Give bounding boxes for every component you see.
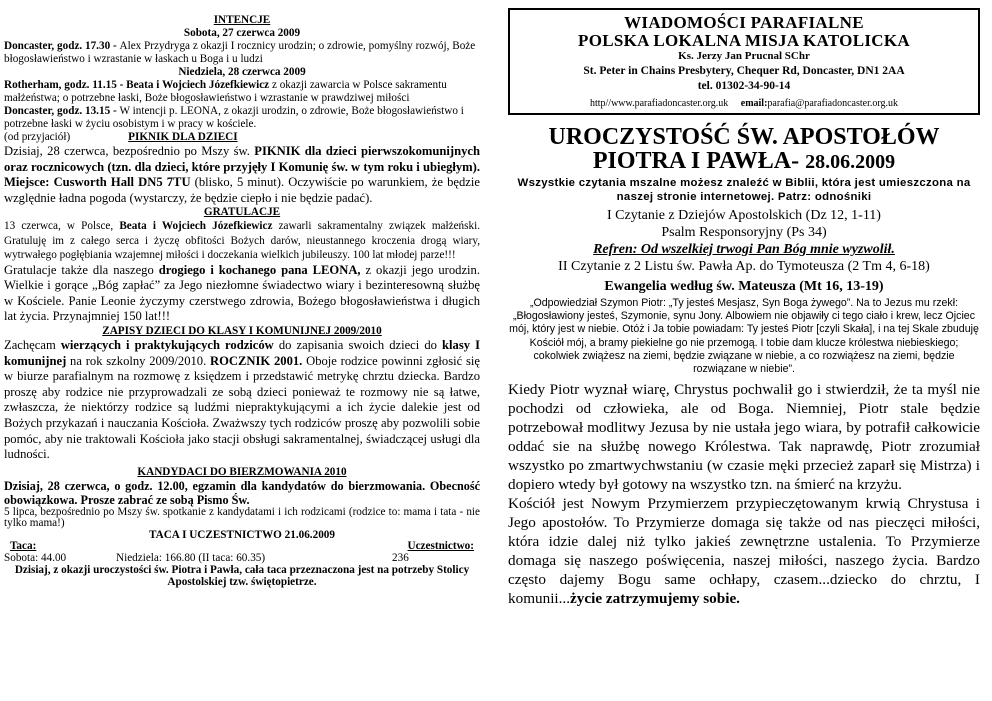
priest-name: Ks. Jerzy Jan Prucnal SChr bbox=[678, 50, 810, 62]
taca-saturday: Sobota: 44.00 bbox=[4, 551, 67, 564]
zapisy-title: ZAPISY DZIECI DO KLASY I KOMUNIJNEJ 2009/2010 bbox=[102, 324, 382, 337]
reflection-paragraph-2: Kościół jest Nowym Przymierzem przypieczętowanym krwią Chrystusa i Jego apostołów. To Przymierze domaga się także od nas pieczęci miłości, która idzie dalej niż tylko jakieś zewnętrzne ustalenia. To Przymierze domaga się naszego poświęcenia, naszej miłości, naszego życia. Bardzo często dajemy Bogu same ochłapy, czasem...dziecko do chrztu, I komunii...życie zatrzymujemy sobie. bbox=[508, 495, 980, 608]
kandydaci-exam: Dzisiaj, 28 czerwca, o godz. 12.00, egzamin dla kandydatów do bierzmowania. Obecność obowiązkowa. Prosze zabrać ze sobą Pismo Św. bbox=[4, 478, 480, 507]
taca-label: Taca: bbox=[10, 540, 37, 553]
taca-sunday: Niedziela: 166.80 (II taca: 60.35) bbox=[116, 551, 266, 564]
website-link[interactable]: http//www.parafiadoncaster.org.uk bbox=[589, 98, 729, 109]
email-label: email: bbox=[740, 98, 768, 109]
intencje-day-sunday: Niedziela, 28 czerwca 2009 bbox=[178, 66, 306, 78]
kandydaci-title: KANDYDACI DO BIERZMOWANIA 2010 bbox=[137, 465, 347, 478]
piknik-text: Dzisiaj, 28 czerwca, bezpośrednio po Mszy św. PIKNIK dla dzieci pierwszokomunijnych oraz rocznicowych (tzn. dla dzieci, które przyjęły I Komunię św. w tym roku i ubiegłym). Miejsce: Cusworth Hall DN5 7TU (blisko, 5 minut). Oczywiście po warunkiem, że będzie względnie ładna pogoda (wystarczy, że będzie ciepło i nie będzie padać). bbox=[4, 144, 481, 205]
uczestnictwo-label: Uczestnictwo: bbox=[407, 540, 474, 553]
intencje-entry-3: Doncaster, godz. 13.15 - W intencji p. LEONA, z okazji urodzin, o zdrowie, Boże błogosławieństwo i potrzebne łaski w życiu osobistym i w pracy w kościele. bbox=[4, 105, 464, 130]
gratulacje-text-1: 13 czerwca, w Polsce, Beata i Wojciech Józefkiewicz zawarli sakramentalny związek małżeński. Gratuluję im z całego serca i życzę obfitości Bożych darów, nieustannego kroczenia drogą wiary, wytrwałego pogłębiania wzajemnej miłości i doczekania wielkich jubileuszy. 100 lat młodej parze!!! bbox=[4, 220, 480, 262]
second-reading: II Czytanie z 2 Listu św. Pawła Ap. do Tymoteusza (2 Tm 4, 6-18) bbox=[558, 259, 930, 274]
left-column bbox=[4, 14, 480, 588]
taca-footer: Dzisiaj, z okazji uroczystości św. Piotra i Pawła, cała taca przeznaczona jest na potrzeby Stolicy Apostolskiej tzw. świętopietrze. bbox=[14, 564, 470, 589]
piknik-heading-row bbox=[4, 131, 480, 144]
readings-note: Wszystkie czytania mszalne możesz znaleźć w Biblii, która jest umieszczona na naszej stronie internetowej. Patrz: odnośniki bbox=[517, 177, 971, 203]
parish-contacts bbox=[516, 97, 972, 110]
gratulacje-title: GRATULACJE bbox=[203, 206, 281, 219]
zapisy-text: Zachęcam wierzących i praktykujących rodziców do zapisania swoich dzieci do klasy I komunijnej na rok szkolny 2009/2010. ROCZNIK 2001. Oboje rodzice powinni zgłosić się w biurze parafialnym na rozmowę z księdzem i przedstawić metrykę chrztu dziecka. Bardzo proszę aby rodzice nie przyprowadzali ze sobą dzieci ponieważ te rozmowy nie są łatwe, zwłaszcza, że niektórzy rodzice są ludźmi niepraktykującymi a ich życie dalekie jest od Bożych przykazań i nauczania Kościoła. Zważwszy tych rodziców proszę aby pozwolili sobie pomóc, aby nie traktowali Kościoła jako stacji obsługi sakramentalnej, świadczącej usługi dla ludności. bbox=[4, 337, 480, 462]
intencje-entry-1: Doncaster, godz. 17.30 - Alex Przydryga z okazji I rocznicy urodzin; o zdrowie, pomyślny rozwój, Boże błogosławieństwo i wzrastanie w łaskach u Boga i u ludzi bbox=[4, 40, 476, 65]
taca-title: TACA I UCZESTNICTWO 21.06.2009 bbox=[149, 528, 335, 541]
reflection-paragraph-1: Kiedy Piotr wyznał wiarę, Chrystus pochwalił go i stwierdził, że ta myśl nie pochodzi od człowieka, ale od Boga. Niemniej, Piotr stale będzie potrzebował modlitwy Jezusa by nie ustała jego wiara, by potrafił całkowicie oddać sie na służbę nowego Królestwa. Tak naprawdę, Piotr zrozumiał wszystko po zmartwychwstaniu (w czasie męki przecież zaparł się Mistrza) i dopiero wtedy był gotowy na wszystko tzn. na śmierć na krzyżu. bbox=[508, 381, 980, 494]
taca-labels-row bbox=[4, 541, 480, 553]
responsorial-psalm: Psalm Responsoryjny (Ps 34) bbox=[661, 225, 827, 240]
gratulacje-text-2: Gratulacje także dla naszego drogiego i kochanego pana LEONA, z okazji jego urodzin. Wielkie i gorące „Bóg zapłać” za Jego niezłomne świadectwo wiary i bezinteresowną służbę w Kościele. Panie Leonie życzymy czerstwego zdrowia, Bożego błogosławieństwa i długich lat życia. Przynajmniej 150 lat!!! bbox=[4, 262, 480, 324]
intencje-day-saturday: Sobota, 27 czerwca 2009 bbox=[183, 27, 301, 39]
newsletter-title: WIADOMOŚCI PARAFIALNE bbox=[624, 13, 864, 32]
psalm-refrain: Refren: Od wszelkiej trwogi Pan Bóg mnie wyzwolił. bbox=[593, 242, 895, 257]
mission-name: POLSKA LOKALNA MISJA KATOLICKA bbox=[578, 31, 910, 50]
taca-values-row bbox=[4, 553, 480, 565]
feast-title-line-1: UROCZYSTOŚĆ ŚW. APOSTOŁÓW bbox=[548, 124, 940, 150]
gospel-heading: Ewangelia według św. Mateusza (Mt 16, 13-19) bbox=[604, 279, 884, 294]
feast-title-line-2: PIOTRA I PAWŁA- 28.06.2009 bbox=[592, 148, 896, 174]
parish-address: St. Peter in Chains Presbytery, Chequer Rd, Doncaster, DN1 2AA bbox=[583, 65, 905, 77]
feast-date: 28.06.2009 bbox=[805, 151, 896, 173]
kandydaci-meeting: 5 lipca, bezpośrednio po Mszy św. spotkanie z kandydatami i ich rodzicami (rodzice to: mama i tata - nie tylko mama!) bbox=[4, 505, 480, 530]
newsletter-header-box bbox=[508, 8, 980, 115]
intencje-title: INTENCJE bbox=[213, 14, 271, 26]
parish-phone: tel. 01302-34-90-14 bbox=[697, 80, 791, 92]
piknik-title: PIKNIK DLA DZIECI bbox=[128, 131, 238, 143]
first-reading: I Czytanie z Dziejów Apostolskich (Dz 12, 1-11) bbox=[607, 208, 881, 223]
right-column bbox=[508, 8, 980, 608]
uczestnictwo-count: 236 bbox=[392, 551, 409, 564]
intencje-from: (od przyjaciół) bbox=[4, 131, 71, 143]
intencje-entry-2: Rotherham, godz. 11.15 - Beata i Wojciech Józefkiewicz z okazji zawarcia w Polsce sakramentu małżeństwa; o potrzebne łaski, Boże błogosławieństwo i wzrastanie w prawdziwej miłości bbox=[4, 79, 447, 104]
email-link[interactable]: parafia@parafiadoncaster.org.uk bbox=[767, 98, 899, 109]
gospel-quote: „Odpowiedział Szymon Piotr: „Ty jesteś Mesjasz, Syn Boga żywego”. Na to Jezus mu rzekł: „Błogosławiony jesteś, Szymonie, synu Jony. Albowiem nie objawiły ci tego ciało i krew, lecz Ojciec mój, który jest w niebie. Otóż i Ja tobie powiadam: Ty jesteś Piotr [czyli Skała], i na tej Skale zbuduję Kościół mój, a bramy piekielne go nie przemogą. I tobie dam klucze królestwa niebieskiego; cokolwiek zwiążesz na ziemi, będzie związane w niebie, a co rozwiążesz na ziemi, będzie rozwiązane w niebie”. bbox=[509, 297, 979, 376]
